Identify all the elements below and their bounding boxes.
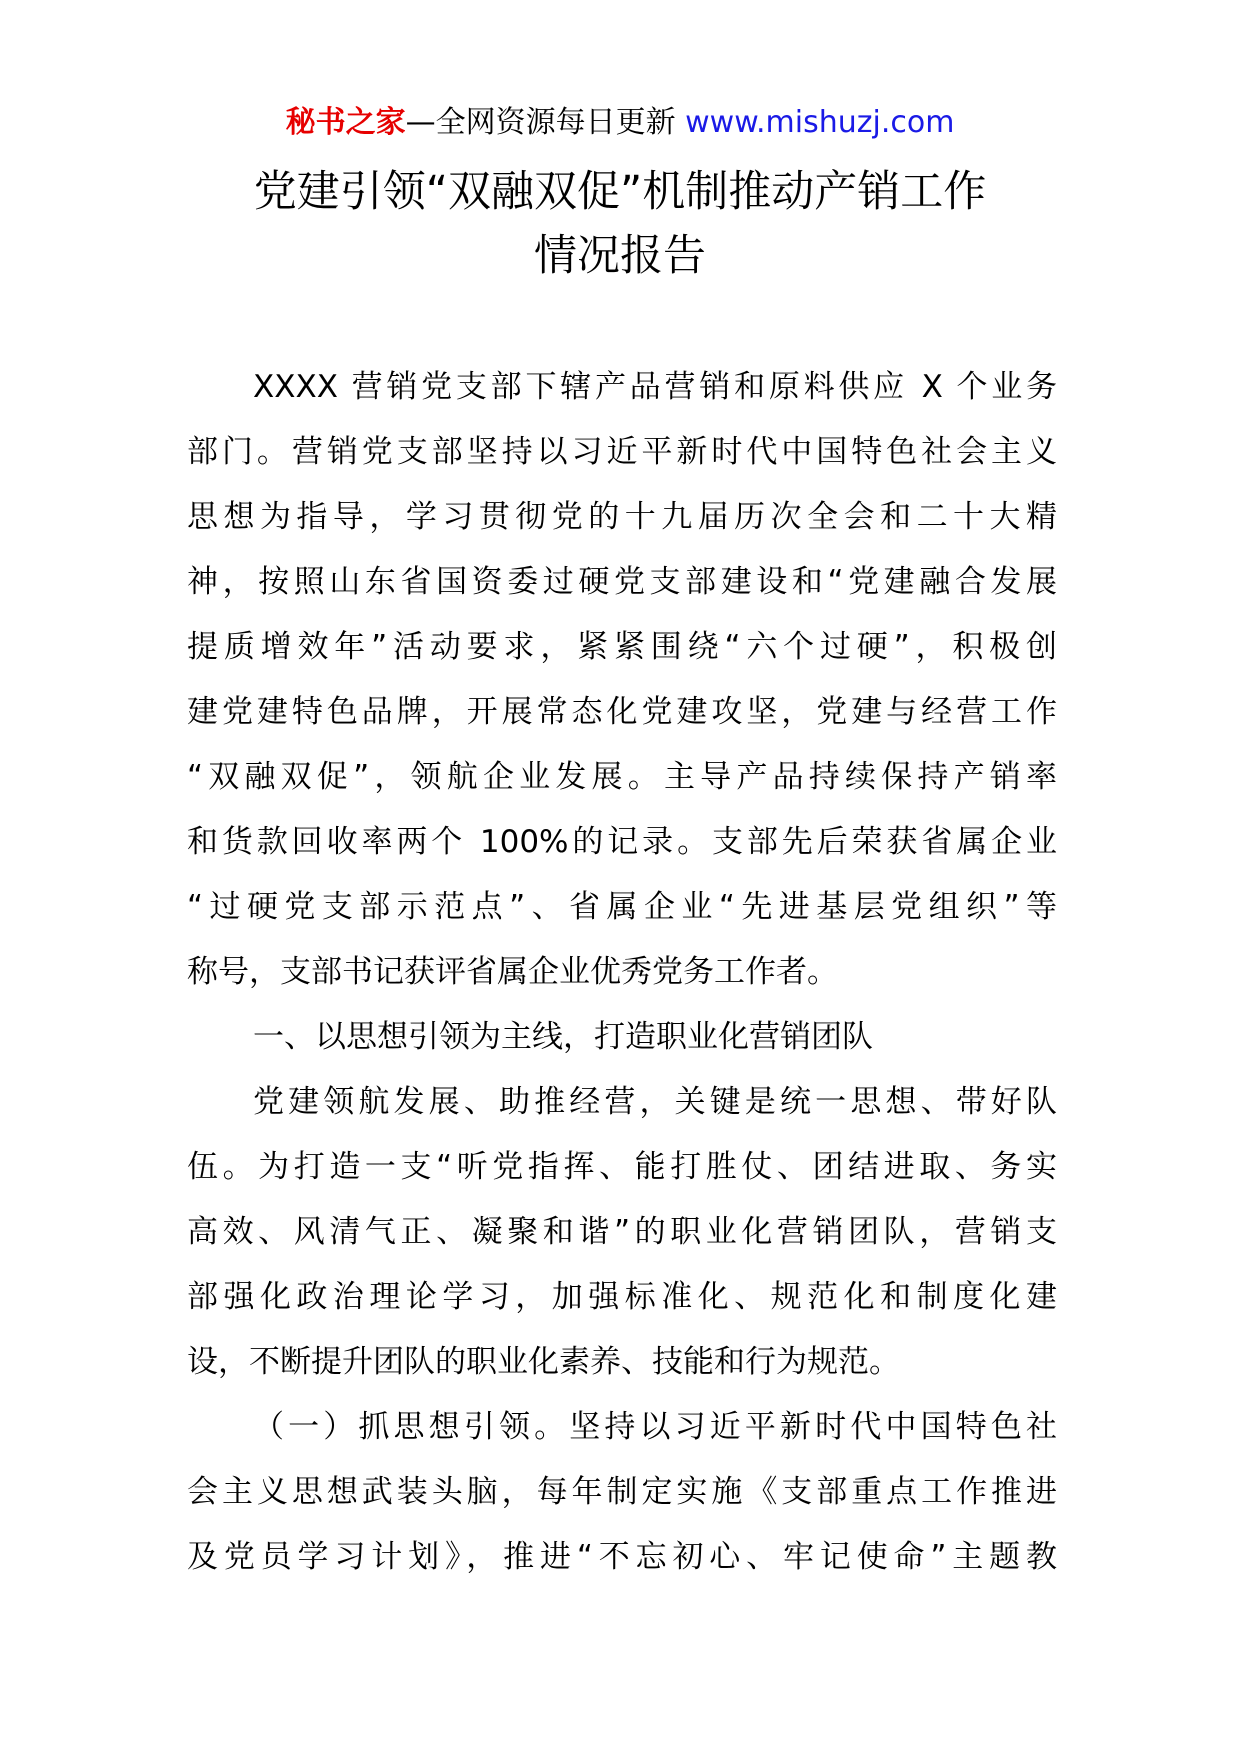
paragraph-line: 会主义思想武装头脑，每年制定实施《支部重点工作推进 bbox=[187, 1474, 1057, 1510]
paragraph-line: 神，按照山东省国资委过硬党支部建设和“党建融合发展 bbox=[187, 564, 1057, 600]
paragraph-line: 和货款回收率两个 100%的记录。支部先后荣获省属企业 bbox=[187, 824, 1057, 860]
paragraph-line: XXXX 营销党支部下辖产品营销和原料供应 X 个业务 bbox=[253, 369, 1057, 405]
paragraph-line: 党建领航发展、助推经营，关键是统一思想、带好队 bbox=[253, 1084, 1057, 1120]
paragraph-line: 部强化政治理论学习，加强标准化、规范化和制度化建 bbox=[187, 1279, 1057, 1315]
paragraph-line: 伍。为打造一支“听党指挥、能打胜仗、团结进取、务实 bbox=[187, 1149, 1057, 1185]
document-title-line-2: 情况报告 bbox=[534, 231, 706, 281]
paragraph-line: 提质增效年”活动要求，紧紧围绕“六个过硬”，积极创 bbox=[187, 629, 1057, 665]
document-body bbox=[187, 355, 1057, 1590]
paragraph-line: “过硬党支部示范点”、省属企业“先进基层党组织”等 bbox=[187, 889, 1057, 925]
paragraph-line: 及党员学习计划》，推进“不忘初心、牢记使命”主题教 bbox=[187, 1539, 1057, 1575]
paragraph-line: 高效、风清气正、凝聚和谐”的职业化营销团队，营销支 bbox=[187, 1214, 1057, 1250]
paragraph-line: 思想为指导，学习贯彻党的十九届历次全会和二十大精 bbox=[187, 499, 1057, 535]
site-url-link[interactable]: www.mishuzj.com bbox=[685, 105, 955, 140]
brand-name: 秘书之家 bbox=[285, 105, 406, 140]
paragraph-line: 建党建特色品牌，开展常态化党建攻坚，党建与经营工作 bbox=[187, 694, 1057, 730]
section-heading: 一、以思想引领为主线，打造职业化营销团队 bbox=[253, 1019, 873, 1055]
paragraph-line: 称号，支部书记获评省属企业优秀党务工作者。 bbox=[187, 954, 838, 990]
paragraph-line: （一）抓思想引领。坚持以习近平新时代中国特色社 bbox=[253, 1409, 1057, 1445]
site-banner bbox=[0, 103, 1240, 143]
paragraph-line: 设，不断提升团队的职业化素养、技能和行为规范。 bbox=[187, 1344, 900, 1380]
paragraph-line: 部门。营销党支部坚持以习近平新时代中国特色社会主义 bbox=[187, 434, 1057, 470]
banner-tagline: —全网资源每日更新 bbox=[405, 105, 686, 140]
paragraph-line: “双融双促”，领航企业发展。主导产品持续保持产销率 bbox=[187, 759, 1057, 795]
document-title-line-1: 党建引领“双融双促”机制推动产销工作 bbox=[253, 167, 987, 217]
